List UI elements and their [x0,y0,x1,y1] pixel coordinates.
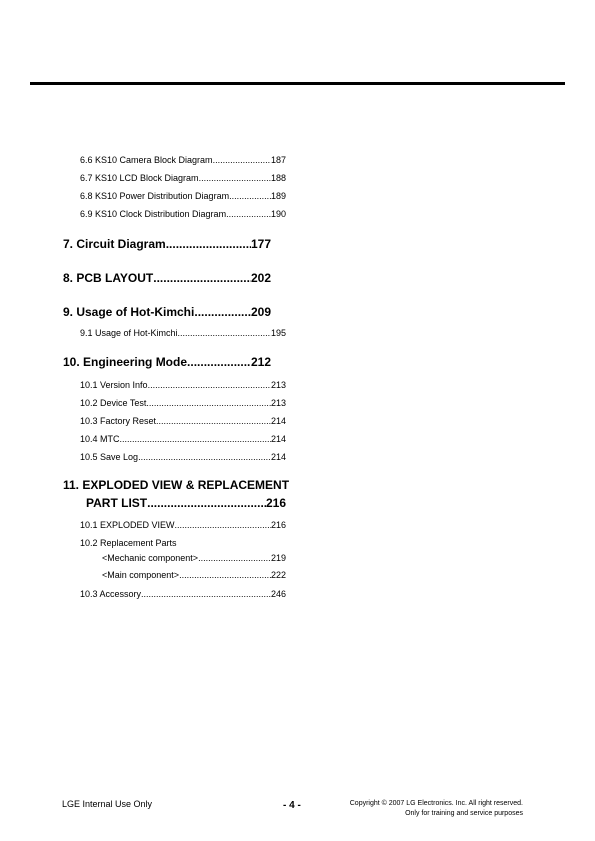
toc-chapter-11[interactable]: PART LIST ..... 216 [86,496,286,510]
toc-entry-10-3[interactable]: 10.3 Factory Reset ..... 214 [80,416,286,426]
toc-entry-9-1[interactable]: 9.1 Usage of Hot-Kimchi ..... 195 [80,328,286,338]
toc-entry-main-component[interactable]: <Main component> ..... 222 [102,570,286,580]
toc-entry-6-8[interactable]: 6.8 KS10 Power Distribution Diagram ..... 189 [80,191,286,201]
toc-chapter-8[interactable]: 8. PCB LAYOUT ..... 202 [63,271,271,285]
usage-line: Only for training and service purposes [405,810,523,817]
page-number: - 4 - [283,800,301,811]
toc-entry-10-2[interactable]: 10.2 Device Test ..... 213 [80,398,286,408]
toc-entry-accessory[interactable]: 10.3 Accessory ..... 246 [80,589,286,599]
toc-entry-6-9[interactable]: 6.9 KS10 Clock Distribution Diagram ..... 190 [80,209,286,219]
footer-internal-use: LGE Internal Use Only [62,799,153,809]
toc-entry-11-exploded-view[interactable]: 10.1 EXPLODED VIEW ..... 216 [80,520,286,530]
toc-entry-10-1[interactable]: 10.1 Version Info ..... 213 [80,380,286,390]
toc-entry-10-5[interactable]: 10.5 Save Log ..... 214 [80,452,286,462]
toc-chapter-10[interactable]: 10. Engineering Mode ..... 212 [63,355,271,369]
toc-chapter-9[interactable]: 9. Usage of Hot-Kimchi ..... 209 [63,305,271,319]
toc-chapter-7[interactable]: 7. Circuit Diagram ..... 177 [63,237,271,251]
toc-entry-replacement-parts: 10.2 Replacement Parts [80,538,177,548]
toc-entry-6-7[interactable]: 6.7 KS10 LCD Block Diagram ..... 188 [80,173,286,183]
toc-entry-mechanic-component[interactable]: <Mechanic component> ..... 219 [102,553,286,563]
toc-entry-6-6[interactable]: 6.6 KS10 Camera Block Diagram ..... 187 [80,155,286,165]
copyright-line: Copyright © 2007 LG Electronics. Inc. All right reserved. [349,800,523,807]
toc-entry-10-4[interactable]: 10.4 MTC ..... 214 [80,434,286,444]
toc-chapter-11-title: 11. EXPLODED VIEW & REPLACEMENT [63,478,290,492]
footer-copyright [350,799,523,819]
